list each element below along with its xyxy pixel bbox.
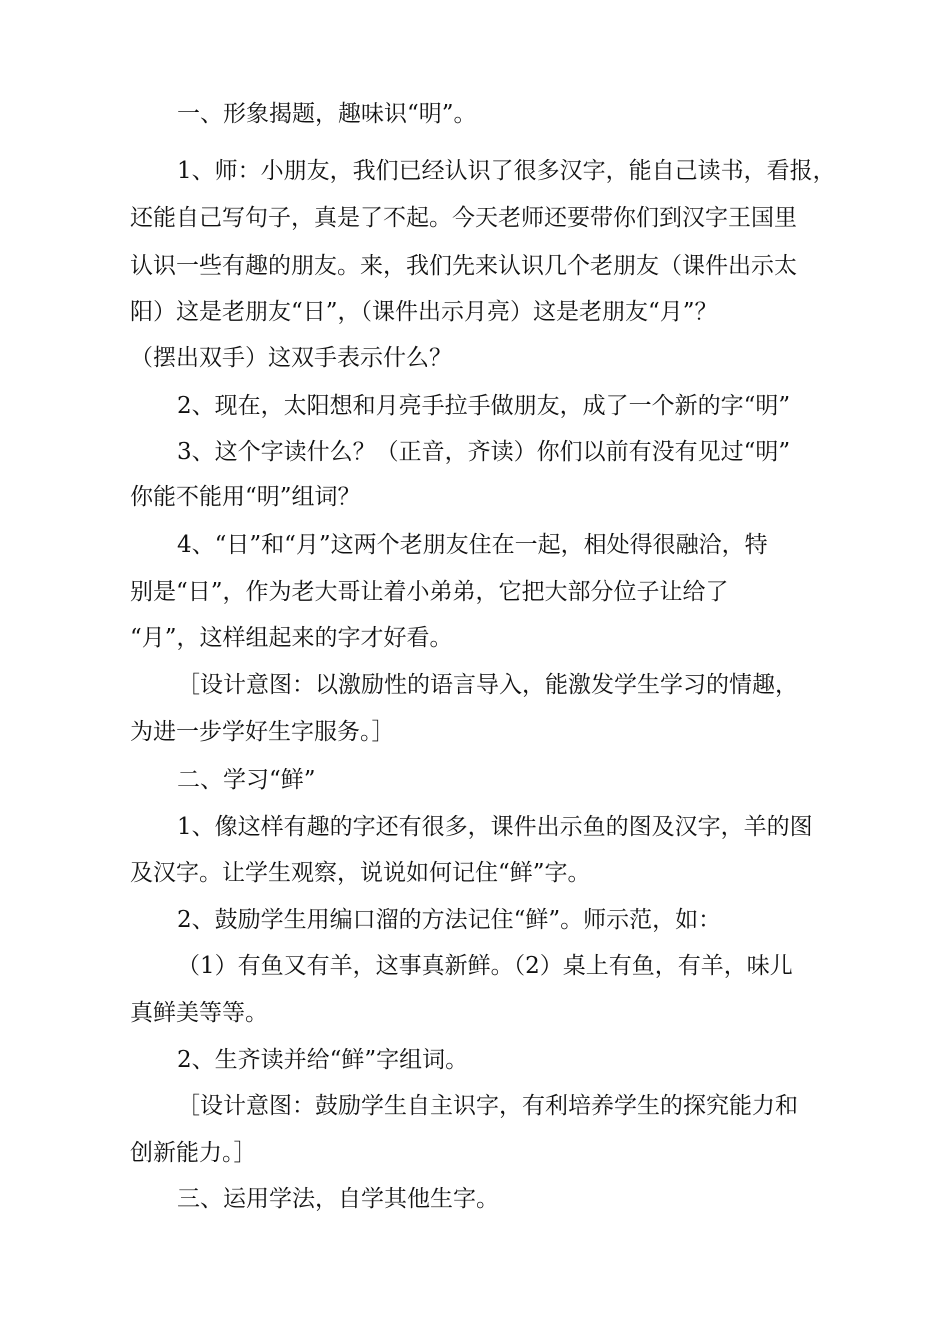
text-line	[0, 479, 950, 515]
heading-1: 一、形象揭题，趣味识“明”。	[177, 101, 477, 127]
design-note-line: 为进一步学好生字服务。］	[130, 719, 395, 745]
text-line	[0, 667, 950, 703]
text-line	[0, 434, 950, 470]
text-line	[0, 200, 950, 236]
heading-2: 二、学习“鲜”	[177, 767, 316, 793]
paragraph-line: 你能不能用“明”组词？	[130, 484, 361, 510]
paragraph-line: 阳）这是老朋友“日”，（课件出示月亮）这是老朋友“月”？	[130, 299, 718, 325]
paragraph-line: 2、鼓励学生用编口溜的方法记住“鲜”。师示范，如：	[177, 907, 722, 933]
paragraph-line: 别是“日”，作为老大哥让着小弟弟，它把大部分位子让给了	[130, 579, 729, 605]
text-line	[0, 340, 950, 376]
paragraph-line: 及汉字。让学生观察，说说如何记住“鲜”字。	[130, 860, 591, 886]
text-line	[0, 574, 950, 610]
paragraph-line: 1、师：小朋友，我们已经认识了很多汉字，能自己读书，看报，	[177, 158, 836, 184]
text-line	[0, 388, 950, 424]
text-line	[0, 995, 950, 1031]
text-line	[0, 1135, 950, 1171]
text-line	[0, 153, 950, 189]
paragraph-line: 2、现在，太阳想和月亮手拉手做朋友，成了一个新的字“明”	[177, 393, 791, 419]
text-line	[0, 809, 950, 845]
paragraph-line: 认识一些有趣的朋友。来，我们先来认识几个老朋友（课件出示太	[130, 253, 797, 279]
text-line	[0, 248, 950, 284]
design-note-line: ［设计意图：以激励性的语言导入，能激发学生学习的情趣，	[177, 672, 798, 698]
paragraph-line: （1）有鱼又有羊，这事真新鲜。（2）桌上有鱼，有羊，味儿	[177, 953, 793, 979]
paragraph-line: “月”，这样组起来的字才好看。	[130, 625, 453, 651]
paragraph-line: 2、生齐读并给“鲜”字组词。	[177, 1047, 469, 1073]
text-line	[0, 1088, 950, 1124]
text-line	[0, 1181, 950, 1217]
design-note-line: ［设计意图：鼓励学生自主识字，有利培养学生的探究能力和	[177, 1093, 798, 1119]
text-line	[0, 948, 950, 984]
text-line	[0, 902, 950, 938]
design-note-line: 创新能力。］	[130, 1140, 257, 1166]
text-line	[0, 96, 950, 132]
paragraph-line: 4、“日”和“月”这两个老朋友住在一起，相处得很融洽，特	[177, 532, 768, 558]
paragraph-line: （摆出双手）这双手表示什么？	[130, 345, 452, 371]
text-line	[0, 1042, 950, 1078]
text-line	[0, 855, 950, 891]
text-line	[0, 294, 950, 330]
paragraph-line: 3、这个字读什么？（正音，齐读）你们以前有没有见过“明”	[177, 439, 791, 465]
text-line	[0, 527, 950, 563]
text-line	[0, 762, 950, 798]
paragraph-line: 还能自己写句子，真是了不起。今天老师还要带你们到汉字王国里	[130, 205, 797, 231]
text-line	[0, 620, 950, 656]
heading-3: 三、运用学法，自学其他生字。	[177, 1186, 499, 1212]
paragraph-line: 1、像这样有趣的字还有很多，课件出示鱼的图及汉字，羊的图	[177, 814, 813, 840]
paragraph-line: 真鲜美等等。	[130, 1000, 268, 1026]
text-line	[0, 714, 950, 750]
